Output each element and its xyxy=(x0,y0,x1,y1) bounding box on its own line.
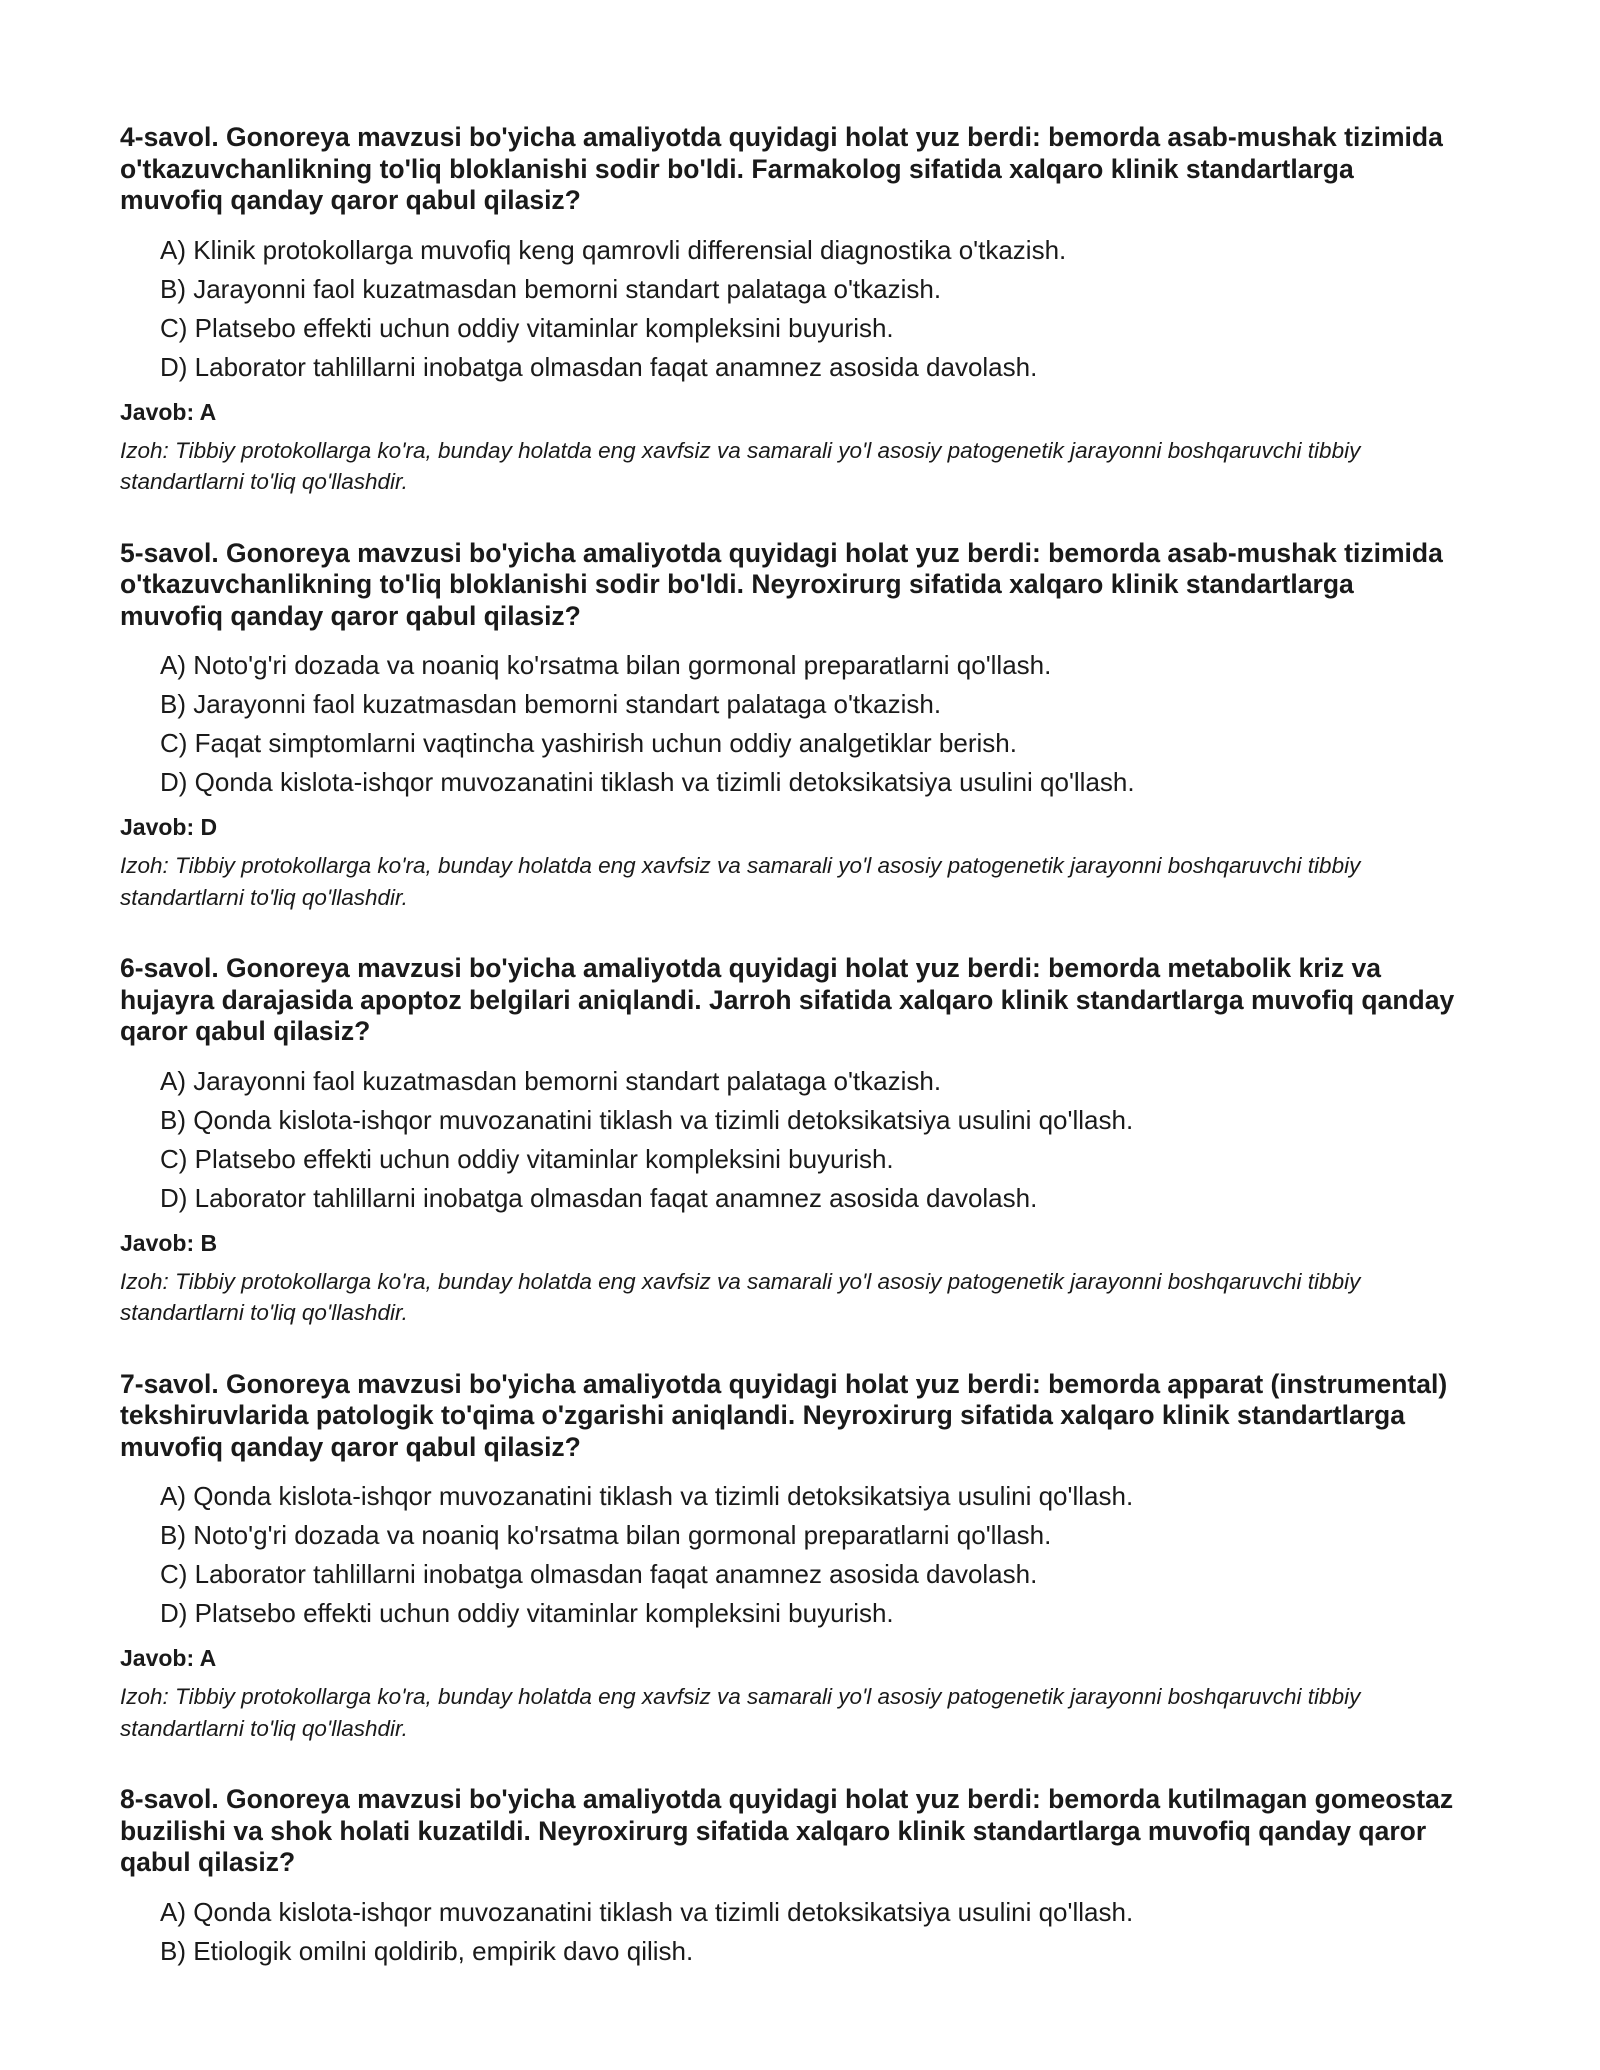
option-list xyxy=(120,1893,1460,1971)
option-b: B) Etiologik omilni qoldirib, empirik davo qilish. xyxy=(160,1935,694,1966)
option-list xyxy=(120,231,1460,387)
option-a: A) Qonda kislota-ishqor muvozanatini tiklash va tizimli detoksikatsiya usulini qo'llash. xyxy=(160,1481,1134,1511)
option-b: B) Qonda kislota-ishqor muvozanatini tiklash va tizimli detoksikatsiya usulini qo'llash. xyxy=(160,1104,1134,1135)
option-a: A) Noto'g'ri dozada va noaniq ko'rsatma bilan gormonal preparatlarni qo'llash. xyxy=(160,650,1052,680)
question-block-6 xyxy=(120,953,1460,1329)
option-b: B) Jarayonni faol kuzatmasdan bemorni standart palataga o'tkazish. xyxy=(160,689,942,719)
question-title: 6-savol. Gonoreya mavzusi bo'yicha amaliyotda quyidagi holat yuz berdi: bemorda metabolik kriz va hujayra darajasida apoptoz belgilari aniqlandi. Jarroh sifatida xalqaro klinik standartlarga muvofiq qanday qaror qabul qilasiz? xyxy=(120,953,1455,1046)
question-block-5 xyxy=(120,538,1460,914)
option-b: B) Noto'g'ri dozada va noaniq ko'rsatma bilan gormonal preparatlarni qo'llash. xyxy=(160,1520,1052,1550)
option-b: B) Jarayonni faol kuzatmasdan bemorni standart palataga o'tkazish. xyxy=(160,273,942,304)
question-title: 8-savol. Gonoreya mavzusi bo'yicha amaliyotda quyidagi holat yuz berdi: bemorda kutilmagan gomeostaz buzilishi va shok holati kuzatildi. Neyroxirurg sifatida xalqaro klinik standartlarga muvofiq qanday qaror qabul qilasiz? xyxy=(120,1784,1454,1877)
option-c: C) Platsebo effekti uchun oddiy vitaminlar kompleksini buyurish. xyxy=(160,1143,894,1174)
option-c: C) Laborator tahlillarni inobatga olmasdan faqat anamnez asosida davolash. xyxy=(160,1559,1038,1589)
answer-label: Javob: A xyxy=(120,1645,217,1671)
question-title: 4-savol. Gonoreya mavzusi bo'yicha amaliyotda quyidagi holat yuz berdi: bemorda asab-mushak tizimida o'tkazuvchanlikning to'liq bloklanishi sodir bo'ldi. Farmakolog sifatida xalqaro klinik standartlarga muvofiq qanday qaror qabul qilasiz? xyxy=(120,122,1443,215)
question-block-8 xyxy=(120,1784,1460,1971)
answer-label: Javob: B xyxy=(120,1229,218,1256)
explanation-text: Izoh: Tibbiy protokollarga ko'ra, bunday holatda eng xavfsiz va samarali yo'l asosiy patogenetik jarayonni boshqaruvchi tibbiy standartlarni to'liq qo'llashdir. xyxy=(120,853,1361,910)
document-page xyxy=(120,122,1460,2011)
explanation-text: Izoh: Tibbiy protokollarga ko'ra, bunday holatda eng xavfsiz va samarali yo'l asosiy patogenetik jarayonni boshqaruvchi tibbiy standartlarni to'liq qo'llashdir. xyxy=(120,1684,1361,1741)
option-list xyxy=(120,646,1460,802)
option-list xyxy=(120,1062,1460,1218)
question-title: 5-savol. Gonoreya mavzusi bo'yicha amaliyotda quyidagi holat yuz berdi: bemorda asab-mushak tizimida o'tkazuvchanlikning to'liq bloklanishi sodir bo'ldi. Neyroxirurg sifatida xalqaro klinik standartlarga muvofiq qanday qaror qabul qilasiz? xyxy=(120,537,1443,631)
option-d: D) Laborator tahlillarni inobatga olmasdan faqat anamnez asosida davolash. xyxy=(160,351,1038,382)
explanation-text: Izoh: Tibbiy protokollarga ko'ra, bunday holatda eng xavfsiz va samarali yo'l asosiy patogenetik jarayonni boshqaruvchi tibbiy standartlarni to'liq qo'llashdir. xyxy=(120,437,1361,494)
explanation-text: Izoh: Tibbiy protokollarga ko'ra, bunday holatda eng xavfsiz va samarali yo'l asosiy patogenetik jarayonni boshqaruvchi tibbiy standartlarni to'liq qo'llashdir. xyxy=(120,1268,1361,1325)
option-d: D) Qonda kislota-ishqor muvozanatini tiklash va tizimli detoksikatsiya usulini qo'llash. xyxy=(160,767,1135,797)
option-d: D) Laborator tahlillarni inobatga olmasdan faqat anamnez asosida davolash. xyxy=(160,1182,1038,1213)
answer-label: Javob: A xyxy=(120,398,217,425)
option-d: D) Platsebo effekti uchun oddiy vitaminlar kompleksini buyurish. xyxy=(160,1598,894,1628)
question-block-4 xyxy=(120,122,1460,498)
option-c: C) Faqat simptomlarni vaqtincha yashirish uchun oddiy analgetiklar berish. xyxy=(160,728,1017,758)
option-a: A) Klinik protokollarga muvofiq keng qamrovli differensial diagnostika o'tkazish. xyxy=(160,234,1067,265)
option-a: A) Qonda kislota-ishqor muvozanatini tiklash va tizimli detoksikatsiya usulini qo'llash. xyxy=(160,1896,1134,1927)
question-title: 7-savol. Gonoreya mavzusi bo'yicha amaliyotda quyidagi holat yuz berdi: bemorda apparat (instrumental) tekshiruvlarida patologik to'qima o'zgarishi aniqlandi. Neyroxirurg sifatida xalqaro klinik standartlarga muvofiq qanday qaror qabul qilasiz? xyxy=(120,1368,1448,1462)
option-list xyxy=(120,1477,1460,1633)
option-c: C) Platsebo effekti uchun oddiy vitaminlar kompleksini buyurish. xyxy=(160,312,894,343)
question-block-7 xyxy=(120,1369,1460,1745)
answer-label: Javob: D xyxy=(120,814,218,840)
option-a: A) Jarayonni faol kuzatmasdan bemorni standart palataga o'tkazish. xyxy=(160,1065,942,1096)
